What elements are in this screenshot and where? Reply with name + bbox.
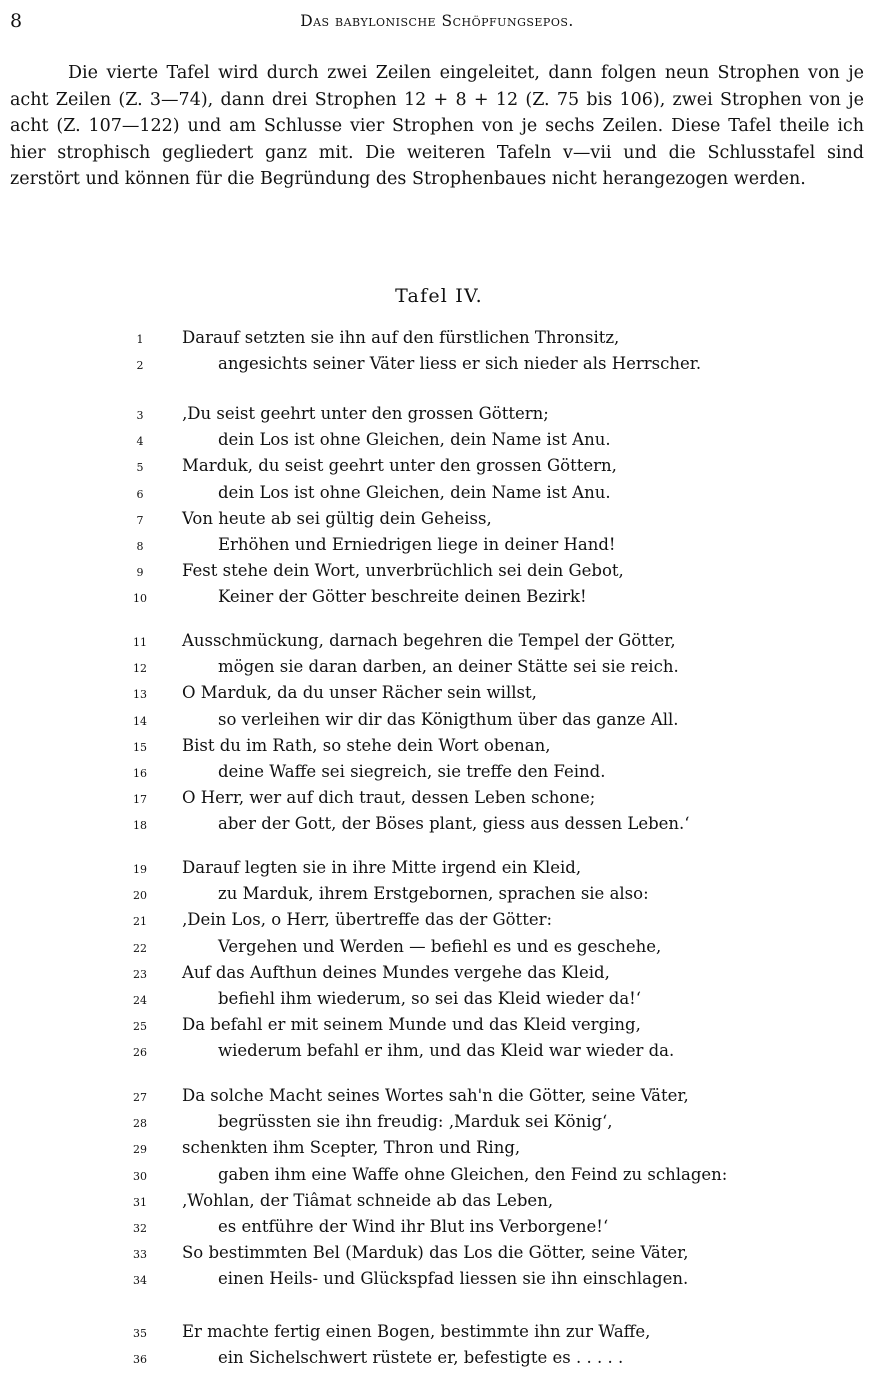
line-text: es entführe der Wind ihr Blut ins Verborgene!‘ [218, 1217, 609, 1236]
line-text: O Herr, wer auf dich traut, dessen Leben schone; [182, 788, 596, 808]
line-text: Bist du im Rath, so stehe dein Wort obenan, [182, 735, 551, 755]
poem-line [0, 884, 878, 910]
line-text: befiehl ihm wiederum, so sei das Kleid wieder da!‘ [218, 989, 642, 1008]
poem-line [0, 1191, 878, 1217]
poem-line [0, 404, 878, 430]
line-text: So bestimmten Bel (Marduk) das Los die Götter, seine Väter, [182, 1243, 689, 1263]
poem-line [0, 1243, 878, 1269]
poem-line [0, 1269, 878, 1295]
line-number: 14 [133, 714, 147, 728]
line-text: Von heute ab sei gültig dein Geheiss, [182, 508, 492, 528]
line-number: 9 [136, 566, 144, 580]
line-number: 11 [133, 636, 147, 649]
poem-line [0, 328, 878, 354]
poem-line [0, 1322, 878, 1348]
line-number: 6 [136, 487, 144, 501]
page-number: 8 [10, 10, 23, 32]
line-number: 30 [133, 1169, 147, 1183]
line-text: Keiner der Götter beschreite deinen Bezirk! [218, 587, 587, 607]
poem-line [0, 1348, 878, 1374]
poem-line [0, 430, 878, 456]
line-text: O Marduk, da du unser Rächer sein willst, [182, 683, 537, 703]
line-text: Vergehen und Werden — befiehl es und es geschehe, [218, 936, 662, 956]
poem-line [0, 509, 878, 535]
line-text: wiederum befahl er ihm, und das Kleid war wieder da. [218, 1041, 675, 1061]
line-text: deine Waffe sei siegreich, sie treffe den Feind. [218, 762, 606, 781]
poem-line [0, 788, 878, 814]
line-text: so verleihen wir dir das Königthum über das ganze All. [218, 709, 679, 729]
poem-line [0, 354, 878, 380]
line-number: 12 [133, 662, 147, 676]
line-text: angesichts seiner Väter liess er sich nieder als Herrscher. [218, 354, 702, 374]
line-text: ein Sichelschwert rüstete er, befestigte es . . . . . [218, 1348, 624, 1368]
line-text: ‚Du seist geehrt unter den grossen Göttern; [182, 404, 549, 423]
section-title: Tafel IV. [395, 285, 483, 307]
line-number: 7 [136, 513, 144, 527]
line-text: Fest stehe dein Wort, unverbrüchlich sei dein Gebot, [182, 561, 624, 581]
poem-line [0, 1086, 878, 1112]
intro-paragraph [10, 60, 864, 193]
line-number: 21 [133, 915, 147, 929]
line-number: 28 [133, 1117, 147, 1131]
poem-line [0, 456, 878, 482]
line-number: 15 [133, 740, 147, 754]
poem-line [0, 587, 878, 613]
line-text: Erhöhen und Erniedrigen liege in deiner Hand! [218, 535, 616, 554]
line-text: einen Heils- und Glückspfad liessen sie ihn einschlagen. [218, 1269, 689, 1289]
line-text: begrüssten sie ihn freudig: ‚Marduk sei König‘, [218, 1112, 613, 1132]
line-text: Ausschmückung, darnach begehren die Tempel der Götter, [182, 631, 676, 650]
line-number: 22 [133, 941, 147, 955]
line-number: 23 [133, 967, 147, 981]
line-number: 26 [133, 1046, 147, 1060]
running-title: Das babylonische Schöpfungsepos. [300, 12, 574, 30]
poem-line [0, 535, 878, 561]
line-number: 5 [136, 461, 144, 475]
poem-line [0, 1112, 878, 1138]
line-number: 33 [133, 1248, 147, 1262]
line-text: Da befahl er mit seinem Munde und das Kleid verging, [182, 1015, 641, 1035]
line-text: dein Los ist ohne Gleichen, dein Name ist Anu. [218, 430, 611, 450]
line-text: dein Los ist ohne Gleichen, dein Name ist Anu. [218, 482, 611, 502]
poem-line [0, 710, 878, 736]
line-number: 25 [133, 1020, 147, 1034]
line-text: Darauf legten sie in ihre Mitte irgend ein Kleid, [182, 858, 582, 877]
line-text: aber der Gott, der Böses plant, giess aus dessen Leben.‘ [218, 814, 690, 834]
line-number: 4 [136, 435, 144, 449]
line-text: schenkten ihm Scepter, Thron und Ring, [182, 1138, 521, 1158]
poem-line [0, 657, 878, 683]
line-text: Auf das Aufthun deines Mundes vergehe das Kleid, [182, 962, 610, 982]
poem-line [0, 814, 878, 840]
line-number: 20 [133, 889, 147, 903]
line-text: mögen sie daran darben, an deiner Stätte sei sie reich. [218, 657, 679, 677]
line-text: zu Marduk, ihrem Erstgebornen, sprachen sie also: [218, 884, 649, 904]
line-number: 3 [136, 409, 144, 422]
line-number: 10 [133, 592, 147, 606]
poem-line [0, 1041, 878, 1067]
poem-line [0, 683, 878, 709]
poem-line [0, 1165, 878, 1191]
line-number: 17 [133, 793, 147, 807]
line-number: 24 [133, 994, 147, 1007]
poem-line [0, 937, 878, 963]
line-number: 16 [133, 767, 147, 780]
line-number: 35 [133, 1327, 147, 1340]
poem-line [0, 736, 878, 762]
poem-line [0, 910, 878, 936]
line-text: Er machte fertig einen Bogen, bestimmte ihn zur Waffe, [182, 1322, 651, 1341]
poem-line [0, 858, 878, 884]
line-number: 31 [133, 1195, 147, 1209]
line-number: 34 [133, 1274, 147, 1288]
line-number: 29 [133, 1143, 147, 1157]
line-text: Marduk, du seist geehrt unter den grossen Göttern, [182, 456, 617, 476]
line-text: Da solche Macht seines Wortes sah'n die Götter, seine Väter, [182, 1086, 689, 1105]
line-number: 18 [133, 819, 147, 833]
poem-line [0, 561, 878, 587]
line-number: 19 [133, 863, 147, 876]
line-text: Darauf setzten sie ihn auf den fürstlichen Thronsitz, [182, 328, 620, 347]
poem-line [0, 1015, 878, 1041]
line-number: 2 [136, 359, 144, 373]
poem-line [0, 1138, 878, 1164]
page-header [10, 10, 864, 32]
poem-line [0, 1217, 878, 1243]
poem-line [0, 963, 878, 989]
line-number: 32 [133, 1222, 147, 1235]
line-text: gaben ihm eine Waffe ohne Gleichen, den Feind zu schlagen: [218, 1164, 728, 1184]
line-number: 8 [136, 540, 144, 553]
intro-text: Die vierte Tafel wird durch zwei Zeilen eingeleitet, dann folgen neun Strophen von je acht Zeilen (Z. 3—74), dann drei Strophen 12 + 8 + 12 (Z. 75 bis 106), zwei Strophen von je acht (Z. 107—122) und am Schlusse vier Strophen von je sechs Zeilen. Diese Tafel theile ich hier strophisch gegliedert ganz mit. Die weiteren Tafeln v—vii und die Schlusstafel sind zerstört und können für die Begründung des Strophenbaues nicht herangezogen werden. [10, 63, 864, 190]
line-number: 27 [133, 1091, 147, 1104]
line-number: 13 [133, 688, 147, 702]
line-number: 36 [133, 1353, 147, 1367]
line-text: ‚Dein Los, o Herr, übertreffe das der Götter: [182, 910, 553, 930]
poem-line [0, 631, 878, 657]
line-number: 1 [136, 333, 144, 346]
poem-line [0, 483, 878, 509]
poem-line [0, 989, 878, 1015]
line-text: ‚Wohlan, der Tiâmat schneide ab das Leben, [182, 1190, 554, 1210]
poem-line [0, 762, 878, 788]
